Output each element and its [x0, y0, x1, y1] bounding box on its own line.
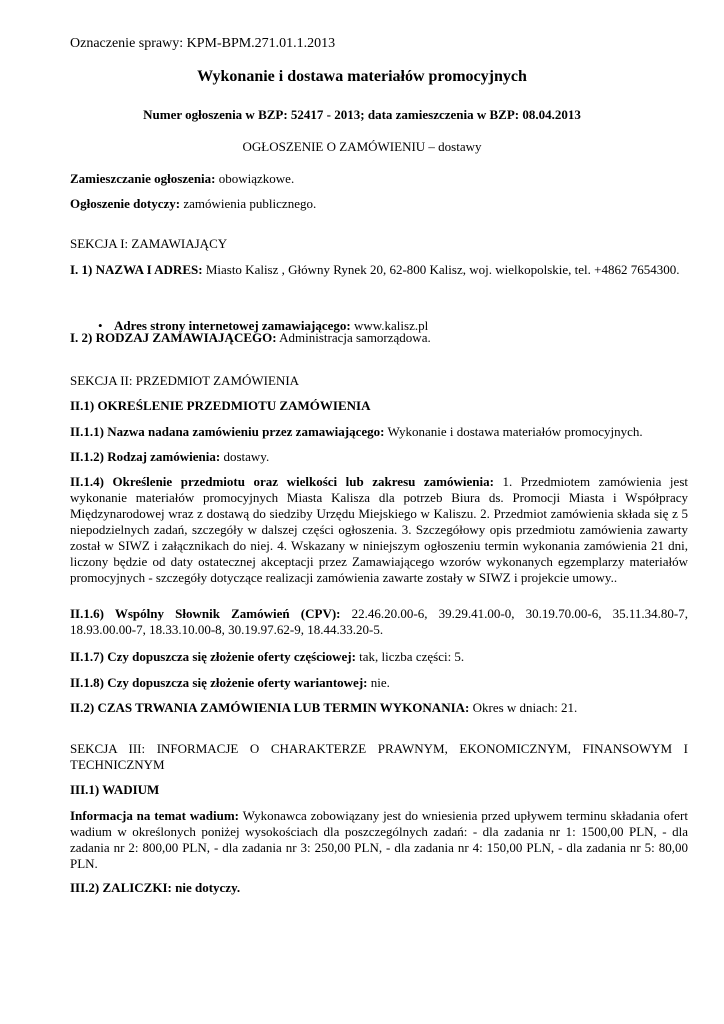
cpv-codes: [70, 606, 688, 638]
notice-type: OGŁOSZENIE O ZAMÓWIENIU – dostawy: [242, 139, 482, 154]
concerns-label: Ogłoszenie dotyczy:: [70, 196, 181, 211]
cpv-label: II.1.6) Wspólny Słownik Zamówień (CPV):: [70, 606, 341, 621]
wadium-value: Wykonawca zobowiązany jest do wniesienia przed upływem terminu składania ofert wadium w określonych poniżej wysokościach dla poszczególnych zadań: - dla zadania nr 1: 1500,00 PLN, - dla zadania nr 2: 800,00 PLN, - dla zadania nr 3: 250,00 PLN, - dla zadania nr 4: 150,00 PLN, - dla zadania nr 5: 80,00 PLN.: [70, 808, 689, 871]
order-kind-value: dostawy.: [220, 449, 270, 464]
duration-label: II.2) CZAS TRWANIA ZAMÓWIENIA LUB TERMIN WYKONANIA:: [70, 700, 470, 715]
order-name-value: Wykonanie i dostawa materiałów promocyjnych.: [384, 424, 643, 439]
order-description-label: II.1.4) Określenie przedmiotu oraz wielkości lub zakresu zamówienia:: [70, 474, 494, 489]
wadium-label: Informacja na temat wadium:: [70, 808, 239, 823]
variant-offer: [70, 675, 688, 691]
authority-type: [70, 330, 688, 346]
variant-offer-label: II.1.8) Czy dopuszcza się złożenie oferty wariantowej:: [70, 675, 368, 690]
subject-definition-heading: II.1) OKREŚLENIE PRZEDMIOTU ZAMÓWIENIA: [70, 398, 371, 413]
order-description: [70, 474, 688, 586]
authority-type-value: Administracja samorządowa.: [276, 330, 431, 345]
partial-offer-value: tak, liczba części: 5.: [355, 649, 465, 664]
section-1-heading: SEKCJA I: ZAMAWIAJĄCY: [70, 236, 228, 251]
order-kind: [70, 449, 688, 465]
concerns-value: zamówienia publicznego.: [180, 196, 317, 211]
website-label: Adres strony internetowej zamawiającego:: [114, 318, 351, 333]
wadium-heading: III.1) WADIUM: [70, 782, 160, 797]
section-3-heading: SEKCJA III: INFORMACJE O CHARAKTERZE PRAWNYM, EKONOMICZNYM, FINANSOWYM I TECHNICZNYM: [70, 741, 688, 772]
bullet-marker: •: [98, 318, 103, 333]
website-value: www.kalisz.pl: [350, 318, 429, 333]
variant-offer-value: nie.: [367, 675, 390, 690]
placement-label: Zamieszczanie ogłoszenia:: [70, 171, 216, 186]
partial-offer: [70, 649, 688, 665]
case-reference: Oznaczenie sprawy: KPM-BPM.271.01.1.2013: [70, 36, 336, 51]
duration: [70, 700, 688, 716]
bzp-info: Numer ogłoszenia w BZP: 52417 - 2013; data zamieszczenia w BZP: 08.04.2013: [143, 107, 581, 122]
placement-line: [70, 171, 688, 187]
advances-line: III.2) ZALICZKI: nie dotyczy.: [70, 880, 241, 895]
placement-value: obowiązkowe.: [215, 171, 295, 186]
document-title: Wykonanie i dostawa materiałów promocyjnych: [197, 68, 527, 85]
order-name-label: II.1.1) Nazwa nadana zamówieniu przez zamawiającego:: [70, 424, 385, 439]
concerns-line: [70, 196, 688, 212]
order-kind-label: II.1.2) Rodzaj zamówienia:: [70, 449, 221, 464]
order-description-value: 1. Przedmiotem zamówienia jest wykonanie materiałów promocyjnych Miasta Kalisza dla potrzeb Biura ds. Promocji Miasta i Współpracy Międzynarodowej wraz z dostawą do siedziby Urzędu Miejskiego w Kaliszu. 2. Przedmiot zamówienia składa się z 5 niepodzielnych zadań, szczegóły w dalszej części ogłoszenia. 3. Szczegółowy opis przedmiotu zamówienia zawarty został w SIWZ i załącznikach do niej. 4. Wskazany w niniejszym ogłoszeniu termin wykonania zamówienia 21 dni, liczony będzie od daty ostatecznej akceptacji przez Zamawiającego wzorów wykonanych egzemplarzy materiałów promocyjnych - szczegóły dotyczące realizacji zamówienia zawarte zostały w SIWZ i projekcie umowy..: [70, 474, 688, 585]
partial-offer-label: II.1.7) Czy dopuszcza się złożenie oferty częściowej:: [70, 649, 356, 664]
authority-label: I. 1) NAZWA I ADRES:: [70, 262, 203, 277]
order-name: [70, 424, 688, 440]
authority-type-label: I. 2) RODZAJ ZAMAWIAJĄCEGO:: [70, 330, 277, 345]
duration-value: Okres w dniach: 21.: [469, 700, 578, 715]
authority-value: Miasto Kalisz , Główny Rynek 20, 62-800 Kalisz, woj. wielkopolskie, tel. +4862 7654300.: [202, 262, 680, 277]
wadium-info: [70, 808, 688, 872]
section-2-heading: SEKCJA II: PRZEDMIOT ZAMÓWIENIA: [70, 373, 300, 388]
contracting-authority: [70, 262, 688, 278]
cpv-value: 22.46.20.00-6, 39.29.41.00-0, 30.19.70.00-6, 35.11.34.80-7, 18.93.00.00-7, 18.33.10.00-8, 30.19.97.62-9, 18.44.33.20-5.: [70, 606, 688, 637]
